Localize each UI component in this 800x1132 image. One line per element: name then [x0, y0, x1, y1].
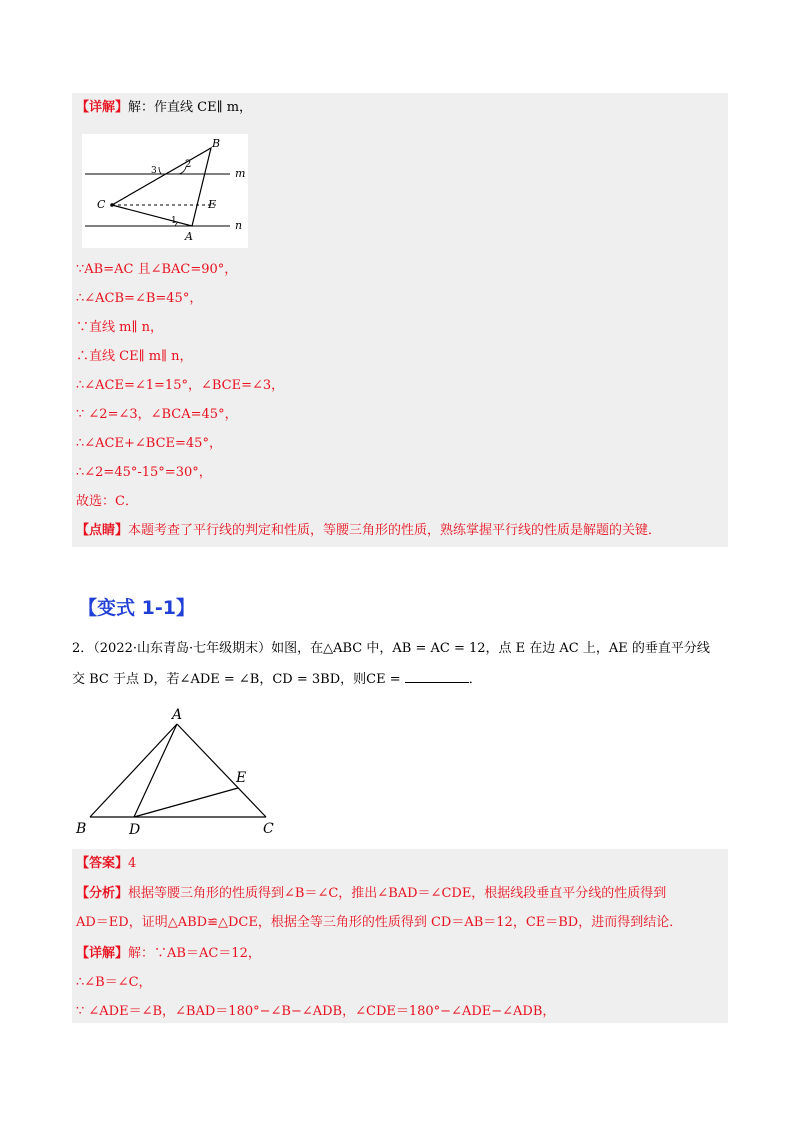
label-a: A — [185, 230, 193, 243]
analysis-line-1 — [76, 886, 666, 902]
analysis-tag: 【分析】 — [76, 886, 129, 901]
label-c: C — [97, 198, 106, 211]
detail-line-3: ∵ ∠ADE＝∠B，∠BAD＝180°−∠B−∠ADB，∠CDE＝180°−∠ADE−∠ADB， — [76, 1004, 556, 1019]
label-n: n — [235, 219, 243, 232]
label-d: D — [129, 822, 141, 837]
label-c: C — [263, 821, 274, 837]
question-line-2-text: 交 BC 于点 D，若∠ADE = ∠B，CD = 3BD，则CE = — [72, 672, 401, 687]
segment-ac — [177, 724, 266, 817]
solution-step: ∵AB=AC 且∠BAC=90°， — [76, 262, 238, 277]
comment-text: 本题考查了平行线的判定和性质，等腰三角形的性质，熟练掌握平行线的性质是解题的关键． — [128, 523, 662, 538]
parallel-lines-diagram — [82, 134, 248, 248]
label-2: 2 — [185, 159, 192, 170]
analysis-text: 根据等腰三角形的性质得到∠B＝∠C，推出∠BAD＝∠CDE，根据线段垂直平分线的性质得到 — [128, 886, 667, 901]
answer-tag: 【答案】 — [76, 856, 129, 871]
solution-step: ∵ ∠2=∠3，∠BCA=45°， — [76, 407, 238, 422]
comment-line — [76, 523, 661, 539]
question-line-1: 2．（2022·山东青岛·七年级期末）如图，在△ABC 中，AB = AC = 12，点 E 在边 AC 上，AE 的垂直平分线 — [72, 641, 710, 656]
detail-line — [76, 100, 252, 116]
detail-line-1 — [76, 946, 261, 962]
segment-ad — [134, 724, 177, 817]
label-a: A — [172, 707, 183, 723]
label-b: B — [76, 821, 87, 837]
answer-blank — [405, 670, 469, 683]
solution-step: ∴∠ACB=∠B=45°， — [76, 291, 203, 306]
label-e: E — [236, 770, 247, 786]
detail-tag: 【详解】 — [76, 100, 129, 115]
comment-tag: 【点睛】 — [76, 523, 129, 538]
label-e: E — [208, 198, 217, 211]
angle-3-arc — [159, 167, 161, 174]
section-title: 【变式 1-1】 — [78, 597, 195, 619]
segment-de — [134, 788, 238, 817]
question-line-2-end: ． — [468, 672, 482, 687]
label-3: 3 — [151, 166, 157, 176]
solution-step: ∴∠2=45°-15°=30°， — [76, 465, 212, 480]
triangle-abc — [112, 148, 211, 226]
answer-value: 4 — [128, 856, 137, 871]
triangle-figure — [72, 702, 287, 837]
detail-text: 解：作直线 CE∥ m， — [128, 100, 253, 115]
solution-step: ∴∠ACE=∠1=15°，∠BCE=∠3， — [76, 378, 285, 393]
solution-block-1 — [72, 93, 728, 547]
detail-text: 解：∵AB＝AC＝12， — [128, 946, 261, 961]
analysis-line-2: AD＝ED，证明△ABD≌△DCE，根据全等三角形的性质得到 CD＝AB＝12，CE＝BD，进而得到结论． — [76, 915, 683, 930]
label-1: 1 — [171, 216, 177, 226]
parallel-lines-figure — [82, 134, 248, 248]
solution-step: 故选：C． — [76, 494, 138, 509]
detail-tag: 【详解】 — [76, 946, 129, 961]
question-line-2 — [72, 670, 482, 688]
triangle-diagram — [72, 702, 287, 837]
label-m: m — [235, 167, 246, 180]
detail-line-2: ∴∠B＝∠C， — [76, 975, 152, 990]
solution-step: ∴∠ACE+∠BCE=45°， — [76, 436, 222, 451]
solution-step: ∴直线 CE∥ m∥ n， — [76, 349, 193, 364]
solution-block-2 — [72, 849, 728, 1023]
point-c — [110, 203, 114, 207]
label-b: B — [212, 137, 221, 150]
solution-step: ∵直线 m∥ n， — [76, 320, 163, 335]
segment-ab — [90, 724, 177, 817]
answer-line — [76, 856, 136, 872]
